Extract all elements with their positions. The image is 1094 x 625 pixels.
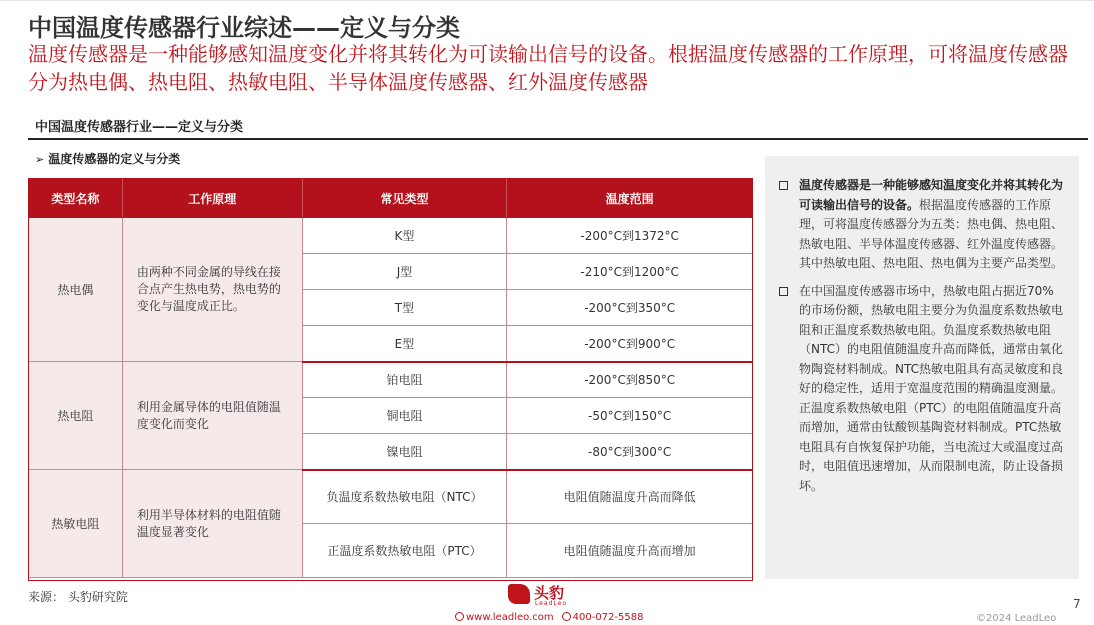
range-cell: -200°C到1372°C — [507, 218, 753, 254]
group-name-thermistor: 热敏电阻 — [29, 470, 123, 578]
type-cell: 负温度系数热敏电阻（NTC） — [302, 470, 507, 524]
bullet-text: 在中国温度传感器市场中，热敏电阻占据近70%的市场份额，热敏电阻主要分为负温度系数热敏电阻和正温度系数热敏电阻。负温度系数热敏电阻（NTC）的电阻值随温度升高而降低，通常由氧化物陶瓷材料制成。NTC热敏电阻具有高灵敏度和良好的稳定性，适用于宽温度范围的精确温度测量。正温度系数热敏电阻（PTC）的电阻值随温度升高而增加，通常由钛酸钡基陶瓷材料制成。PTC热敏电阻具有自恢复保护功能，当电流过大或温度过高时，电阻值迅速增加，从而限制电流，防止设备损坏。 — [799, 283, 1064, 493]
subsection-label: 温度传感器的定义与分类 — [48, 152, 181, 166]
classification-table — [28, 178, 753, 578]
range-cell: -200°C到900°C — [507, 326, 753, 362]
leopard-logo-icon — [508, 584, 530, 604]
header-principle: 工作原理 — [122, 179, 302, 218]
type-cell: 铜电阻 — [302, 398, 507, 434]
range-cell: 电阻值随温度升高而增加 — [507, 524, 753, 578]
checkbox-bullet-icon — [779, 181, 788, 190]
logo-brand-sub: LeadLeo — [535, 600, 568, 607]
summary-panel — [765, 156, 1079, 579]
header-type-name: 类型名称 — [29, 179, 123, 218]
type-cell: 镍电阻 — [302, 434, 507, 470]
footer-contact — [455, 612, 643, 623]
type-cell: T型 — [302, 290, 507, 326]
range-cell: -200°C到850°C — [507, 362, 753, 398]
header-temperature-range: 温度范围 — [507, 179, 753, 218]
table-header-row — [29, 179, 753, 218]
range-cell: -200°C到350°C — [507, 290, 753, 326]
section-divider — [28, 138, 1088, 140]
type-cell: 正温度系数热敏电阻（PTC） — [302, 524, 507, 578]
type-cell: J型 — [302, 254, 507, 290]
phone-number: 400-072-5588 — [572, 612, 644, 623]
table-row — [29, 218, 753, 254]
leadleo-logo — [508, 582, 578, 608]
bullet-text: 根据温度传感器的工作原理，可将温度传感器分为五类：热电偶、热电阻、热敏电阻、半导体温度传感器、红外温度传感器。其中热敏电阻、热电阻、热电偶为主要产品类型。 — [799, 197, 1064, 270]
summary-bullet-definition — [779, 176, 1065, 274]
logo-brand-text: 头豹 — [534, 584, 565, 602]
top-divider — [0, 0, 1094, 1]
globe-icon — [455, 612, 464, 621]
type-cell: 铂电阻 — [302, 362, 507, 398]
subsection-heading — [35, 150, 180, 167]
phone-icon — [562, 612, 571, 621]
copyright: ©2024 LeadLeo — [976, 613, 1057, 624]
source-note: 来源： 头豹研究院 — [28, 590, 128, 604]
table-row — [29, 470, 753, 524]
table-row — [29, 362, 753, 398]
group-principle-thermistor: 利用半导体材料的电阻值随温度显著变化 — [122, 470, 302, 578]
range-cell: -210°C到1200°C — [507, 254, 753, 290]
section-header: 中国温度传感器行业——定义与分类 — [35, 120, 244, 135]
type-cell: K型 — [302, 218, 507, 254]
page-number: 7 — [1073, 597, 1081, 611]
group-name-thermocouple: 热电偶 — [29, 218, 123, 362]
arrow-bullet-icon: ➢ — [35, 153, 45, 166]
header-common-types: 常见类型 — [302, 179, 507, 218]
range-cell: 电阻值随温度升高而降低 — [507, 470, 753, 524]
page-title: 中国温度传感器行业综述——定义与分类 — [28, 14, 460, 42]
group-principle-rtd: 利用金属导体的电阻值随温度变化而变化 — [122, 362, 302, 470]
type-cell: E型 — [302, 326, 507, 362]
website-link[interactable]: www.leadleo.com — [466, 612, 554, 623]
page-subtitle: 温度传感器是一种能够感知温度变化并将其转化为可读输出信号的设备。根据温度传感器的工作原理，可将温度传感器分为热电偶、热电阻、热敏电阻、半导体温度传感器、红外温度传感器 — [28, 42, 1068, 94]
bullet-bold-text: 温度传感器是一种能够感知温度变化并将其转化为可读输出信号的设备。 — [799, 178, 1064, 212]
checkbox-bullet-icon — [779, 287, 788, 296]
group-principle-thermocouple: 由两种不同金属的导线在接合点产生热电势，热电势的变化与温度成正比。 — [122, 218, 302, 362]
group-name-rtd: 热电阻 — [29, 362, 123, 470]
range-cell: -80°C到300°C — [507, 434, 753, 470]
range-cell: -50°C到150°C — [507, 398, 753, 434]
summary-bullet-market — [779, 282, 1065, 497]
